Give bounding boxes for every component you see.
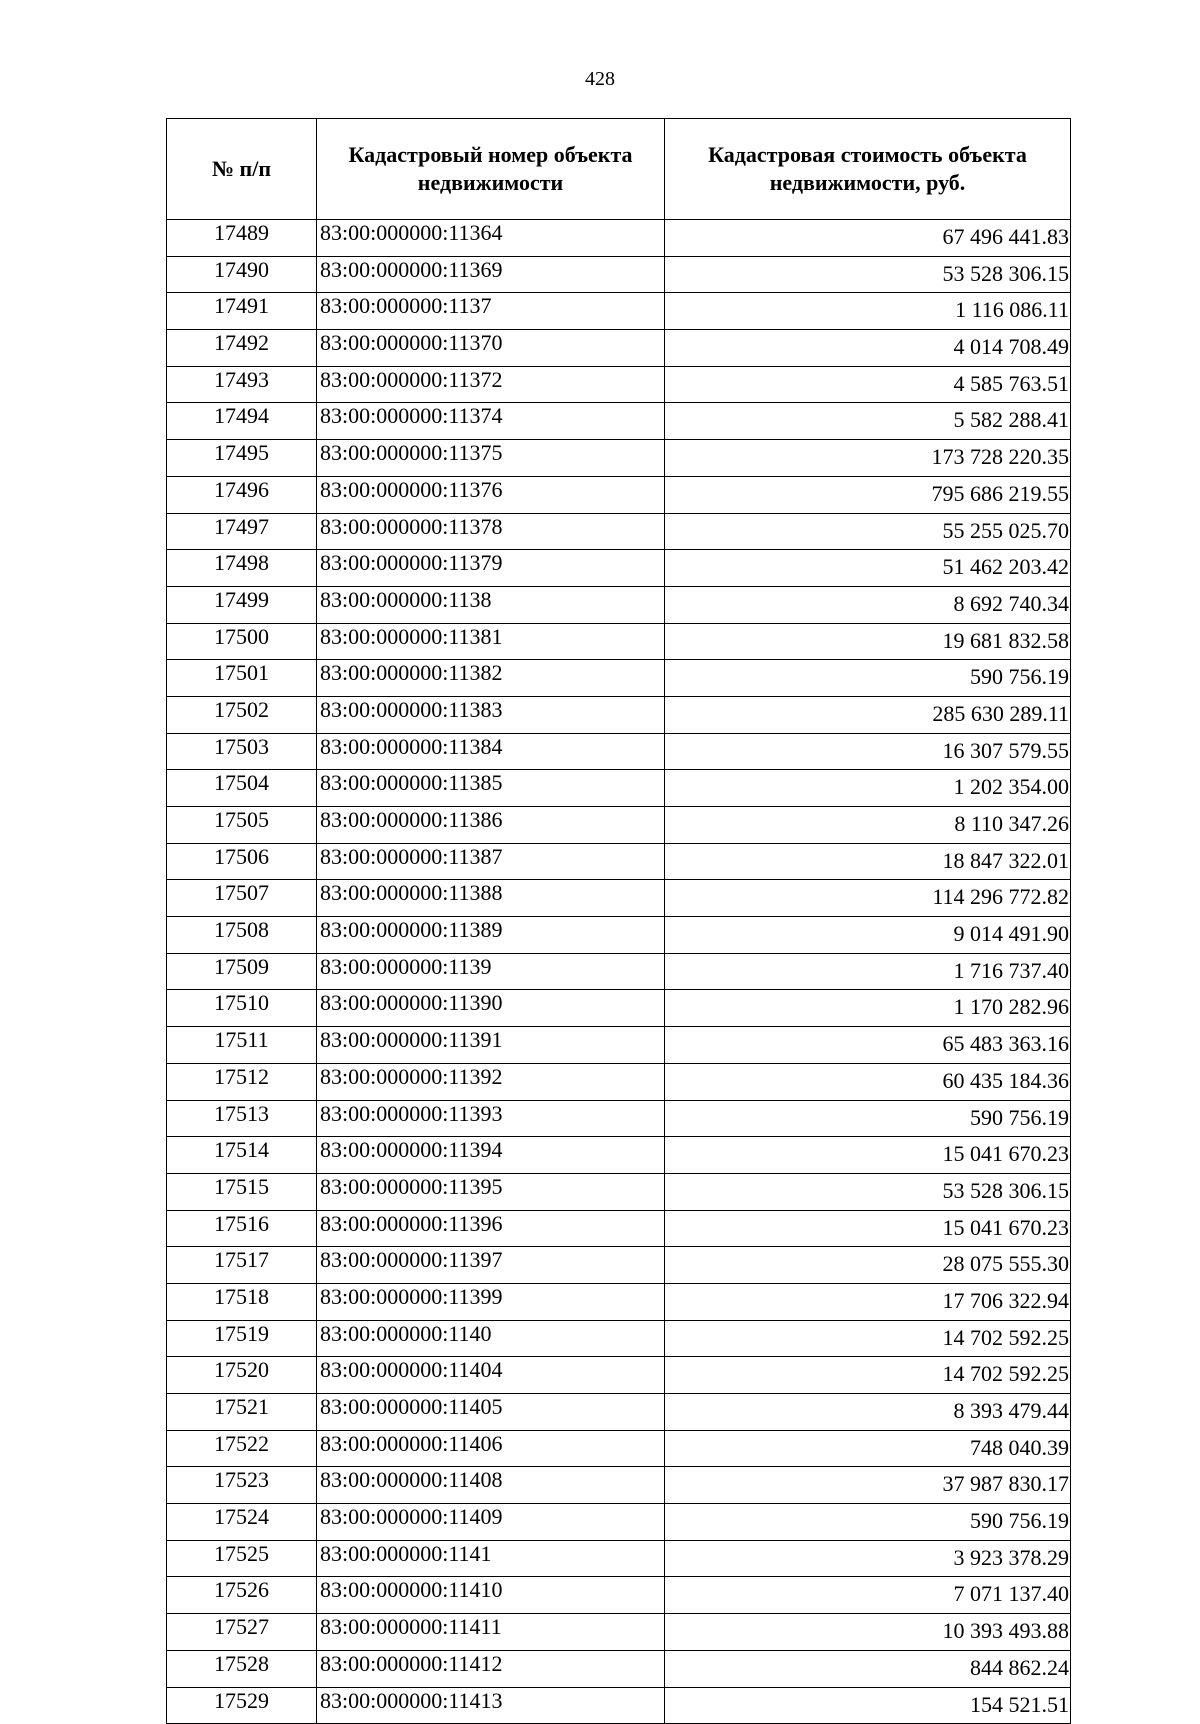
row-number-cell: 17497 [167,513,317,550]
cadastral-number-cell: 83:00:000000:11384 [317,733,665,770]
cadastral-number-cell: 83:00:000000:11364 [317,220,665,257]
cadastral-number-cell: 83:00:000000:1139 [317,953,665,990]
row-number-cell: 17502 [167,696,317,733]
row-number-cell: 17512 [167,1063,317,1100]
table-row [167,330,1071,367]
cadastral-value-cell: 14 702 592.25 [665,1357,1071,1394]
table-row [167,623,1071,660]
cadastral-number-cell: 83:00:000000:11369 [317,256,665,293]
table-row [167,1687,1071,1724]
cadastral-number-cell: 83:00:000000:11395 [317,1173,665,1210]
cadastral-number-cell: 83:00:000000:11408 [317,1467,665,1504]
table-row [167,1027,1071,1064]
cadastral-value-cell: 53 528 306.15 [665,1173,1071,1210]
cadastral-value-cell: 55 255 025.70 [665,513,1071,550]
cadastral-number-cell: 83:00:000000:11412 [317,1650,665,1687]
header-cadastral-value: Кадастровая стоимость объекта недвижимости, руб. [665,119,1071,220]
header-cadastral-number: Кадастровый номер объекта недвижимости [317,119,665,220]
cadastral-number-cell: 83:00:000000:11393 [317,1100,665,1137]
row-number-cell: 17507 [167,880,317,917]
row-number-cell: 17514 [167,1137,317,1174]
cadastral-value-cell: 154 521.51 [665,1687,1071,1724]
cadastral-value-cell: 28 075 555.30 [665,1247,1071,1284]
table-row [167,1467,1071,1504]
cadastral-number-cell: 83:00:000000:11399 [317,1283,665,1320]
cadastral-value-cell: 590 756.19 [665,1100,1071,1137]
table-row [167,1394,1071,1431]
cadastral-value-cell: 7 071 137.40 [665,1577,1071,1614]
table-row [167,1100,1071,1137]
page-number: 428 [585,68,615,90]
table-row [167,513,1071,550]
cadastral-number-cell: 83:00:000000:11382 [317,660,665,697]
cadastral-number-cell: 83:00:000000:11397 [317,1247,665,1284]
table-row [167,1650,1071,1687]
table-row [167,1137,1071,1174]
row-number-cell: 17524 [167,1504,317,1541]
row-number-cell: 17495 [167,440,317,477]
cadastral-number-cell: 83:00:000000:11375 [317,440,665,477]
row-number-cell: 17500 [167,623,317,660]
row-number-cell: 17525 [167,1540,317,1577]
table-row [167,366,1071,403]
cadastral-value-cell: 4 585 763.51 [665,366,1071,403]
row-number-cell: 17490 [167,256,317,293]
cadastral-value-cell: 65 483 363.16 [665,1027,1071,1064]
table-row [167,880,1071,917]
cadastral-value-cell: 15 041 670.23 [665,1210,1071,1247]
cadastral-value-cell: 17 706 322.94 [665,1283,1071,1320]
cadastral-number-cell: 83:00:000000:11390 [317,990,665,1027]
cadastral-value-cell: 844 862.24 [665,1650,1071,1687]
table-row [167,770,1071,807]
row-number-cell: 17494 [167,403,317,440]
table-row [167,1283,1071,1320]
cadastral-value-cell: 14 702 592.25 [665,1320,1071,1357]
table-row [167,293,1071,330]
row-number-cell: 17501 [167,660,317,697]
cadastral-value-cell: 51 462 203.42 [665,550,1071,587]
cadastral-number-cell: 83:00:000000:1141 [317,1540,665,1577]
table-row [167,990,1071,1027]
cadastral-number-cell: 83:00:000000:11404 [317,1357,665,1394]
cadastral-value-cell: 8 393 479.44 [665,1394,1071,1431]
cadastral-value-cell: 590 756.19 [665,1504,1071,1541]
cadastral-number-cell: 83:00:000000:11410 [317,1577,665,1614]
row-number-cell: 17519 [167,1320,317,1357]
cadastral-value-cell: 67 496 441.83 [665,220,1071,257]
table-row [167,440,1071,477]
table-row [167,220,1071,257]
cadastral-value-cell: 18 847 322.01 [665,843,1071,880]
row-number-cell: 17513 [167,1100,317,1137]
row-number-cell: 17499 [167,586,317,623]
row-number-cell: 17491 [167,293,317,330]
cadastral-number-cell: 83:00:000000:11378 [317,513,665,550]
row-number-cell: 17522 [167,1430,317,1467]
table-row [167,660,1071,697]
cadastral-number-cell: 83:00:000000:11385 [317,770,665,807]
cadastral-value-cell: 748 040.39 [665,1430,1071,1467]
table-row [167,1320,1071,1357]
table-row [167,807,1071,844]
row-number-cell: 17511 [167,1027,317,1064]
row-number-cell: 17508 [167,917,317,954]
row-number-cell: 17515 [167,1173,317,1210]
cadastral-value-cell: 8 110 347.26 [665,807,1071,844]
table-row [167,586,1071,623]
cadastral-value-cell: 1 116 086.11 [665,293,1071,330]
cadastral-number-cell: 83:00:000000:11406 [317,1430,665,1467]
cadastral-value-cell: 60 435 184.36 [665,1063,1071,1100]
cadastral-number-cell: 83:00:000000:11409 [317,1504,665,1541]
cadastral-number-cell: 83:00:000000:11389 [317,917,665,954]
cadastral-value-cell: 114 296 772.82 [665,880,1071,917]
cadastral-number-cell: 83:00:000000:11381 [317,623,665,660]
table-row [167,403,1071,440]
cadastral-number-cell: 83:00:000000:11405 [317,1394,665,1431]
row-number-cell: 17503 [167,733,317,770]
cadastral-value-cell: 16 307 579.55 [665,733,1071,770]
table-row [167,1357,1071,1394]
cadastral-number-cell: 83:00:000000:11370 [317,330,665,367]
cadastral-number-cell: 83:00:000000:11391 [317,1027,665,1064]
table-row [167,917,1071,954]
table-row [167,476,1071,513]
table-row [167,256,1071,293]
cadastral-value-cell: 53 528 306.15 [665,256,1071,293]
row-number-cell: 17510 [167,990,317,1027]
row-number-cell: 17529 [167,1687,317,1724]
table-row [167,1247,1071,1284]
row-number-cell: 17523 [167,1467,317,1504]
cadastral-value-cell: 4 014 708.49 [665,330,1071,367]
cadastral-value-cell: 10 393 493.88 [665,1614,1071,1651]
cadastral-number-cell: 83:00:000000:11387 [317,843,665,880]
table-row [167,733,1071,770]
cadastral-number-cell: 83:00:000000:11374 [317,403,665,440]
cadastral-value-table [166,118,1071,1724]
cadastral-value-cell: 3 923 378.29 [665,1540,1071,1577]
cadastral-number-cell: 83:00:000000:11383 [317,696,665,733]
row-number-cell: 17521 [167,1394,317,1431]
cadastral-number-cell: 83:00:000000:1138 [317,586,665,623]
cadastral-value-cell: 37 987 830.17 [665,1467,1071,1504]
cadastral-number-cell: 83:00:000000:11376 [317,476,665,513]
cadastral-number-cell: 83:00:000000:11396 [317,1210,665,1247]
table-row [167,1504,1071,1541]
cadastral-number-cell: 83:00:000000:11388 [317,880,665,917]
cadastral-value-cell: 1 202 354.00 [665,770,1071,807]
table-row [167,1614,1071,1651]
table-row [167,696,1071,733]
table-row [167,1430,1071,1467]
row-number-cell: 17493 [167,366,317,403]
row-number-cell: 17506 [167,843,317,880]
cadastral-number-cell: 83:00:000000:11413 [317,1687,665,1724]
cadastral-value-cell: 590 756.19 [665,660,1071,697]
cadastral-number-cell: 83:00:000000:11372 [317,366,665,403]
row-number-cell: 17528 [167,1650,317,1687]
row-number-cell: 17505 [167,807,317,844]
row-number-cell: 17527 [167,1614,317,1651]
cadastral-number-cell: 83:00:000000:11392 [317,1063,665,1100]
table-row [167,1173,1071,1210]
row-number-cell: 17504 [167,770,317,807]
cadastral-value-cell: 8 692 740.34 [665,586,1071,623]
cadastral-number-cell: 83:00:000000:1137 [317,293,665,330]
table-row [167,550,1071,587]
cadastral-value-cell: 795 686 219.55 [665,476,1071,513]
row-number-cell: 17518 [167,1283,317,1320]
cadastral-value-cell: 9 014 491.90 [665,917,1071,954]
row-number-cell: 17498 [167,550,317,587]
cadastral-value-cell: 285 630 289.11 [665,696,1071,733]
table-header-row [167,119,1071,220]
cadastral-value-cell: 15 041 670.23 [665,1137,1071,1174]
cadastral-number-cell: 83:00:000000:11394 [317,1137,665,1174]
cadastral-value-cell: 19 681 832.58 [665,623,1071,660]
cadastral-value-cell: 5 582 288.41 [665,403,1071,440]
cadastral-number-cell: 83:00:000000:11386 [317,807,665,844]
row-number-cell: 17517 [167,1247,317,1284]
header-row-number: № п/п [167,119,317,220]
cadastral-value-cell: 173 728 220.35 [665,440,1071,477]
table-row [167,953,1071,990]
row-number-cell: 17516 [167,1210,317,1247]
cadastral-value-cell: 1 716 737.40 [665,953,1071,990]
cadastral-number-cell: 83:00:000000:11379 [317,550,665,587]
row-number-cell: 17489 [167,220,317,257]
table-row [167,1063,1071,1100]
row-number-cell: 17496 [167,476,317,513]
table-row [167,1577,1071,1614]
row-number-cell: 17526 [167,1577,317,1614]
row-number-cell: 17492 [167,330,317,367]
cadastral-number-cell: 83:00:000000:1140 [317,1320,665,1357]
table-body [167,220,1071,1724]
cadastral-value-cell: 1 170 282.96 [665,990,1071,1027]
cadastral-number-cell: 83:00:000000:11411 [317,1614,665,1651]
row-number-cell: 17509 [167,953,317,990]
table-row [167,1210,1071,1247]
table-row [167,1540,1071,1577]
row-number-cell: 17520 [167,1357,317,1394]
table-row [167,843,1071,880]
